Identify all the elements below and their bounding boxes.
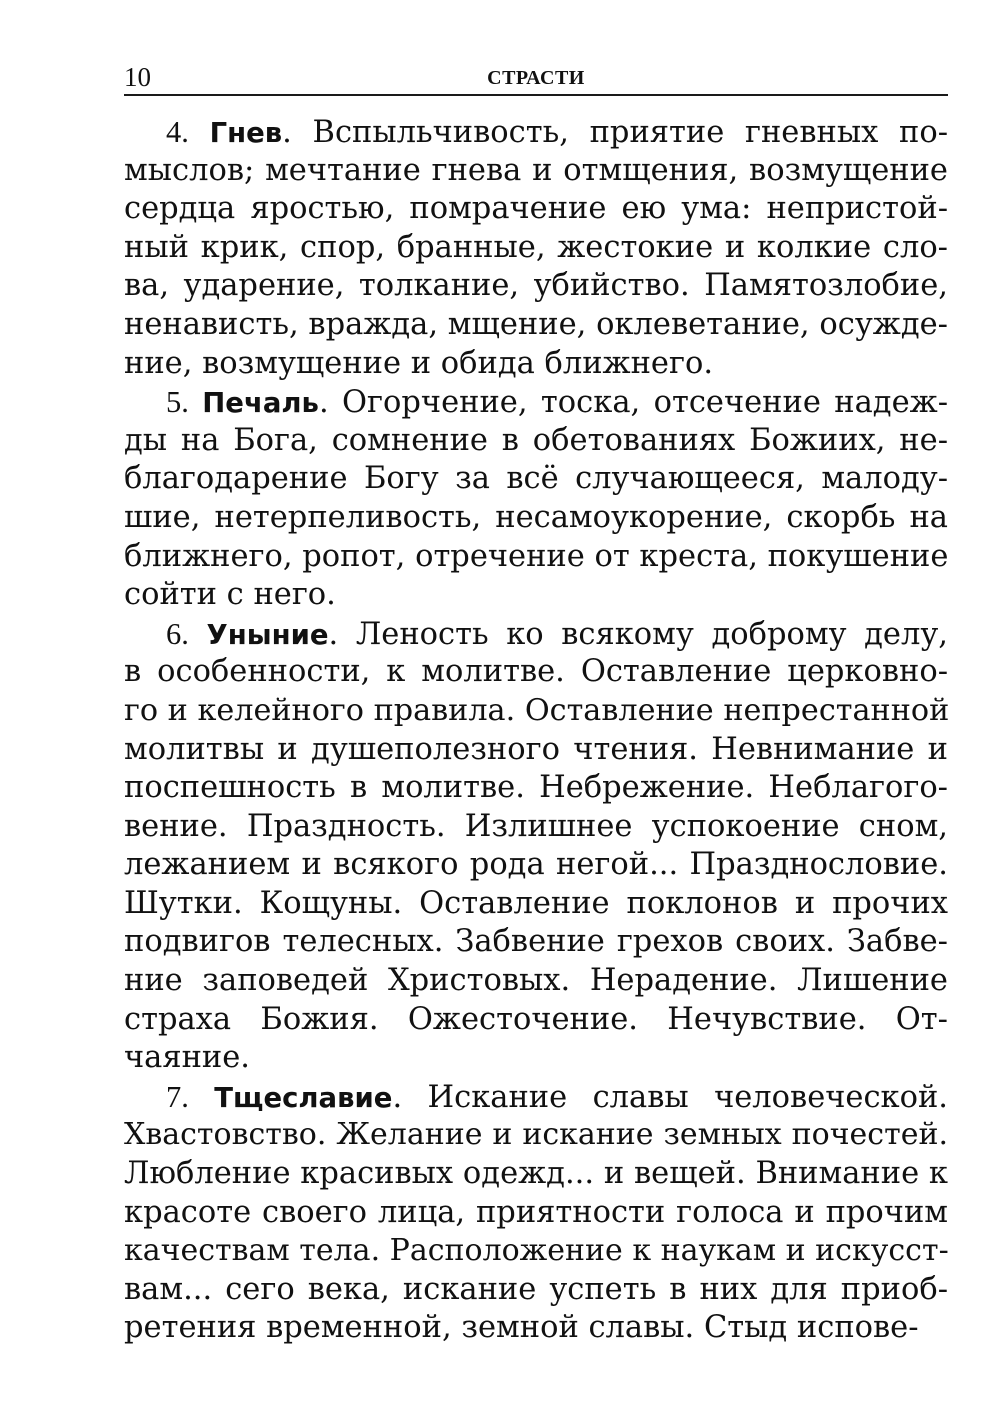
line-text: . Вспыльчивость, приятие гневных по- xyxy=(282,115,948,150)
line-text: ние, возмущение и обида ближнего. xyxy=(124,345,714,381)
page-header xyxy=(124,58,948,96)
text-line xyxy=(124,1232,948,1271)
line-text: мыслов; мечтание гнева и отмщения, возмущение xyxy=(124,152,948,188)
text-line xyxy=(124,653,948,692)
body-text xyxy=(124,113,948,1348)
line-text: ды на Бога, сомнение в обетованиях Божиих, не- xyxy=(124,422,948,458)
text-line xyxy=(124,267,948,306)
text-line xyxy=(124,846,948,885)
paragraph-number: 7. xyxy=(166,1079,189,1114)
passion-term: Уныние xyxy=(206,618,329,651)
text-line xyxy=(124,1309,948,1348)
text-line xyxy=(124,1271,948,1310)
running-title: СТРАСТИ xyxy=(487,67,585,89)
text-line xyxy=(124,229,948,268)
line-text: чаяние. xyxy=(124,1040,250,1076)
text-line xyxy=(124,808,948,847)
passion-term: Тщеславие xyxy=(214,1081,393,1114)
line-text: ва, ударение, толкание, убийство. Памятозлобие, xyxy=(124,268,948,304)
line-text: Шутки. Кощуны. Оставление поклонов и прочих xyxy=(124,885,948,921)
text-line xyxy=(124,923,948,962)
line-text: . Леность ко всякому доброму делу, xyxy=(328,616,948,652)
line-text: ближнего, ропот, отречение от креста, покушение xyxy=(124,538,949,574)
line-text: лежанием и всякого рода негой... Празднословие. xyxy=(124,847,948,883)
passion-term: Печаль xyxy=(202,387,319,420)
paragraph xyxy=(124,1078,948,1348)
text-line xyxy=(124,499,948,538)
text-line xyxy=(124,576,948,615)
line-text: Хвастовство. Желание и искание земных почестей. xyxy=(124,1117,948,1153)
line-text: сойти с него. xyxy=(124,577,336,613)
line-text: шие, нетерпеливость, несамоукорение, скорбь на xyxy=(124,499,948,535)
text-line xyxy=(124,731,948,770)
paragraph xyxy=(124,383,948,615)
text-line xyxy=(124,1078,948,1117)
text-line xyxy=(124,345,948,384)
line-text: ние заповедей Христовых. Нерадение. Лишение xyxy=(124,963,948,999)
line-text: поспешность в молитве. Небрежение. Неблагого- xyxy=(124,770,948,806)
text-line xyxy=(124,1155,948,1194)
text-line xyxy=(124,113,948,152)
text-line xyxy=(124,1001,948,1040)
text-line xyxy=(124,460,948,499)
line-text: в особенности, к молитве. Оставление церковно- xyxy=(124,654,948,690)
text-line xyxy=(124,383,948,422)
passion-term: Гнев xyxy=(209,117,283,149)
line-text: подвигов телесных. Забвение грехов своих. Забве- xyxy=(124,924,948,960)
line-text: ретения временной, земной славы. Стыд испове- xyxy=(124,1310,919,1346)
text-line xyxy=(124,962,948,1001)
line-text: молитвы и душеполезного чтения. Невнимание и xyxy=(124,731,948,767)
line-text: . Искание славы человеческой. xyxy=(392,1079,948,1115)
text-line xyxy=(124,692,948,731)
line-text: ный крик, спор, бранные, жестокие и колкие сло- xyxy=(124,229,948,265)
line-text: . Огорчение, тоска, отсечение надеж- xyxy=(318,385,949,421)
text-line xyxy=(124,306,948,345)
text-line xyxy=(124,190,948,229)
paragraph xyxy=(124,615,948,1078)
text-line xyxy=(124,1194,948,1233)
text-line xyxy=(124,769,948,808)
line-text: вам... сего века, искание успеть в них для приоб- xyxy=(124,1271,948,1307)
line-text: вение. Праздность. Излишнее успокоение сном, xyxy=(124,808,948,844)
line-text: страха Божия. Ожесточение. Нечувствие. От- xyxy=(124,1001,948,1037)
text-line xyxy=(124,615,948,654)
text-line xyxy=(124,1039,948,1078)
line-text: качествам тела. Расположение к наукам и искусст- xyxy=(124,1233,949,1269)
text-line xyxy=(124,1116,948,1155)
line-text: сердца яростью, помрачение ею ума: непристой- xyxy=(124,191,948,227)
paragraph-number: 5. xyxy=(166,385,189,420)
text-line xyxy=(124,152,948,191)
line-text: благодарение Богу за всё случающееся, малоду- xyxy=(124,461,948,497)
text-line xyxy=(124,538,948,577)
text-line xyxy=(124,885,948,924)
page-number: 10 xyxy=(124,62,151,92)
paragraph-number: 6. xyxy=(166,616,189,651)
paragraph-number: 4. xyxy=(166,115,189,149)
line-text: го и келейного правила. Оставление непрестанной xyxy=(124,692,950,728)
text-line xyxy=(124,422,948,461)
line-text: красоте своего лица, приятности голоса и прочим xyxy=(124,1194,948,1230)
line-text: Любление красивых одежд... и вещей. Внимание к xyxy=(124,1156,948,1192)
paragraph xyxy=(124,113,948,383)
line-text: ненависть, вражда, мщение, оклеветание, осужде- xyxy=(124,306,948,342)
